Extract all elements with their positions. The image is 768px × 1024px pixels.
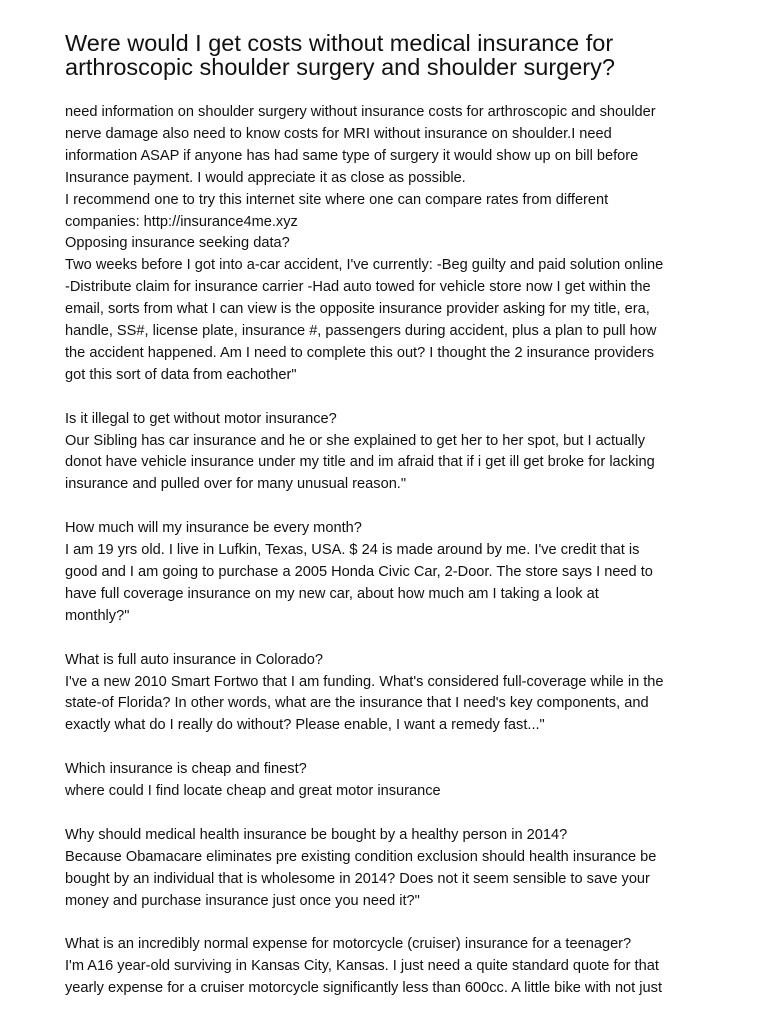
paragraph-gap bbox=[65, 737, 715, 759]
paragraph-health-insurance bbox=[65, 825, 715, 913]
paragraph-gap bbox=[65, 912, 715, 934]
title-line: arthroscopic shoulder surgery and shoulder surgery? bbox=[65, 54, 615, 80]
text-line: bought by an individual that is wholesome in 2014? Does not it seem sensible to save your bbox=[65, 870, 650, 887]
paragraph-gap bbox=[65, 803, 715, 825]
text-line: email, sorts from what I can view is the opposite insurance provider asking for my title, era, bbox=[65, 301, 650, 318]
paragraph-intro bbox=[65, 102, 715, 387]
text-line: got this sort of data from eachother" bbox=[65, 366, 297, 383]
text-line: have full coverage insurance on my new car, about how much am I taking a look at bbox=[65, 585, 599, 602]
title-line: Were would I get costs without medical insurance for bbox=[65, 30, 614, 56]
text-line: I recommend one to try this internet site where one can compare rates from different bbox=[65, 191, 609, 208]
text-line: state-of Florida? In other words, what are the insurance that I need's key components, and bbox=[65, 695, 649, 712]
paragraph-cheap-insurance bbox=[65, 759, 715, 803]
text-line: -Distribute claim for insurance carrier -Had auto towed for vehicle store now I get within the bbox=[65, 279, 651, 296]
text-line: companies: http://insurance4me.xyz bbox=[65, 213, 298, 230]
text-line: nerve damage also need to know costs for MRI without insurance on shoulder.I need bbox=[65, 125, 612, 142]
paragraph-monthly-cost bbox=[65, 518, 715, 628]
text-line: money and purchase insurance just once you need it?" bbox=[65, 892, 420, 909]
text-line: What is full auto insurance in Colorado? bbox=[65, 651, 323, 668]
text-line: Two weeks before I got into a-car accident, I've currently: -Beg guilty and paid solution online bbox=[65, 257, 664, 274]
text-line: donot have vehicle insurance under my title and im afraid that if i get ill get broke for lacking bbox=[65, 454, 655, 471]
text-line: How much will my insurance be every month? bbox=[65, 520, 362, 537]
paragraph-motorcycle bbox=[65, 934, 715, 1000]
text-line: where could I find locate cheap and great motor insurance bbox=[65, 783, 441, 800]
text-line: monthly?" bbox=[65, 607, 130, 624]
paragraph-gap bbox=[65, 496, 715, 518]
text-line: the accident happened. Am I need to complete this out? I thought the 2 insurance providers bbox=[65, 344, 655, 361]
text-line: Insurance payment. I would appreciate it as close as possible. bbox=[65, 169, 466, 186]
text-line: exactly what do I really do without? Please enable, I want a remedy fast..." bbox=[65, 717, 545, 734]
text-line: information ASAP if anyone has had same type of surgery it would show up on bill before bbox=[65, 147, 639, 164]
text-line: What is an incredibly normal expense for motorcycle (cruiser) insurance for a teenager? bbox=[65, 936, 632, 953]
text-line: need information on shoulder surgery without insurance costs for arthroscopic and shoulder bbox=[65, 104, 656, 120]
text-line: I've a new 2010 Smart Fortwo that I am funding. What's considered full-coverage while in the bbox=[65, 673, 664, 690]
paragraph-colorado bbox=[65, 650, 715, 738]
document-body bbox=[65, 102, 715, 1000]
text-line: Which insurance is cheap and finest? bbox=[65, 761, 307, 778]
paragraph-gap bbox=[65, 628, 715, 650]
text-line: good and I am going to purchase a 2005 Honda Civic Car, 2-Door. The store says I need to bbox=[65, 564, 653, 580]
text-line: Opposing insurance seeking data? bbox=[65, 235, 290, 252]
text-line: Why should medical health insurance be bought by a healthy person in 2014? bbox=[65, 826, 568, 843]
document-title bbox=[65, 31, 725, 79]
text-line: I'm A16 year-old surviving in Kansas City, Kansas. I just need a quite standard quote for that bbox=[65, 958, 659, 975]
text-line: yearly expense for a cruiser motorcycle significantly less than 600cc. A little bike with not just bbox=[65, 980, 662, 997]
text-line: handle, SS#, license plate, insurance #, passengers during accident, plus a plan to pull how bbox=[65, 323, 657, 340]
text-line: Our Sibling has car insurance and he or she explained to get her to her spot, but I actually bbox=[65, 432, 646, 449]
paragraph-gap bbox=[65, 387, 715, 409]
paragraph-motor-insurance bbox=[65, 409, 715, 497]
text-line: insurance and pulled over for many unusual reason." bbox=[65, 476, 407, 493]
text-line: Is it illegal to get without motor insurance? bbox=[65, 410, 337, 427]
text-line: Because Obamacare eliminates pre existing condition exclusion should health insurance be bbox=[65, 848, 657, 865]
text-line: I am 19 yrs old. I live in Lufkin, Texas, USA. $ 24 is made around by me. I've credit that is bbox=[65, 542, 640, 559]
